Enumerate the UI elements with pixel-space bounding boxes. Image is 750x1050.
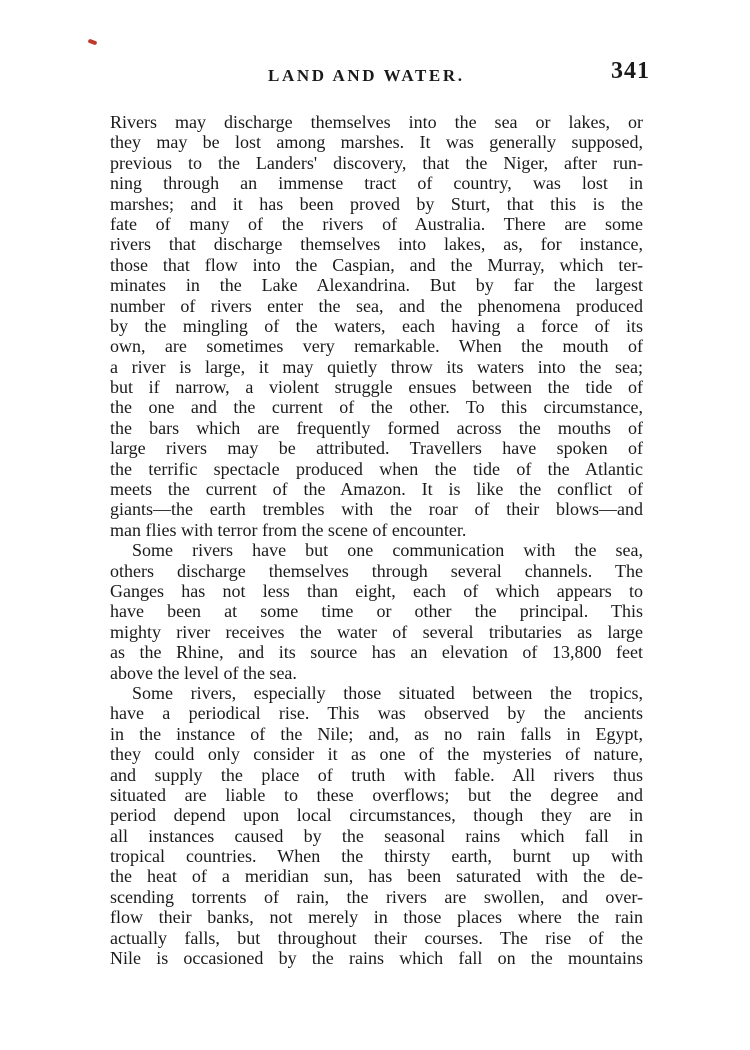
text-line: previous to the Landers' discovery, that the Niger, after run- <box>110 152 643 173</box>
text-line: meets the current of the Amazon. It is like the conflict of <box>110 479 643 500</box>
text-line: have been at some time or other the principal. This <box>110 601 643 622</box>
page-number: 341 <box>611 58 650 84</box>
page-header <box>110 58 650 92</box>
text-line: minates in the Lake Alexandrina. But by far the largest <box>110 275 643 296</box>
text-line: and supply the place of truth with fable. All rivers thus <box>110 764 643 785</box>
text-line: number of rivers enter the sea, and the phenomena produced <box>110 295 643 316</box>
text-line: rivers that discharge themselves into lakes, as, for instance, <box>110 234 643 255</box>
text-line: own, are sometimes very remarkable. When the mouth of <box>110 336 643 357</box>
text-line: they could only consider it as one of the mysteries of nature, <box>110 744 643 765</box>
text-line: ning through an immense tract of country, was lost in <box>110 173 643 194</box>
running-title: LAND AND WATER. <box>268 66 465 85</box>
text-line: mighty river receives the water of several tributaries as large <box>110 621 643 642</box>
text-line: Rivers may discharge themselves into the sea or lakes, or <box>110 112 643 132</box>
text-line: situated are liable to these overflows; but the degree and <box>110 784 643 805</box>
text-line: the one and the current of the other. To this circumstance, <box>110 397 643 418</box>
text-line: Some rivers have but one communication with the sea, <box>132 540 643 561</box>
text-line: large rivers may be attributed. Travellers have spoken of <box>110 438 643 459</box>
text-line: Nile is occasioned by the rains which fall on the mountains <box>110 948 643 969</box>
text-line: flow their banks, not merely in those places where the rain <box>110 907 643 928</box>
text-line: fate of many of the rivers of Australia. There are some <box>110 213 643 234</box>
text-line: the terrific spectacle produced when the tide of the Atlantic <box>110 458 643 479</box>
text-line: above the level of the sea. <box>110 662 297 683</box>
text-line: all instances caused by the seasonal rains which fall in <box>110 825 643 846</box>
text-line: the bars which are frequently formed across the mouths of <box>110 417 643 438</box>
text-line: man flies with terror from the scene of encounter. <box>110 519 467 540</box>
text-line: tropical countries. When the thirsty earth, burnt up with <box>110 846 643 867</box>
text-line: period depend upon local circumstances, though they are in <box>110 805 643 826</box>
text-line: a river is large, it may quietly throw its waters into the sea; <box>110 356 643 377</box>
text-line: others discharge themselves through several channels. The <box>110 560 643 581</box>
text-line: scending torrents of rain, the rivers are swollen, and over- <box>110 886 643 907</box>
text-line: but if narrow, a violent struggle ensues between the tide of <box>110 377 643 398</box>
text-line: Some rivers, especially those situated between the tropics, <box>132 682 643 703</box>
text-line: marshes; and it has been proved by Sturt, that this is the <box>110 193 643 214</box>
text-line: by the mingling of the waters, each having a force of its <box>110 315 643 336</box>
text-line: have a periodical rise. This was observed by the ancients <box>110 703 643 724</box>
text-line: those that flow into the Caspian, and the Murray, which ter- <box>110 254 643 275</box>
text-line: in the instance of the Nile; and, as no rain falls in Egypt, <box>110 723 643 744</box>
text-line: giants—the earth trembles with the roar of their blows—and <box>110 499 643 520</box>
text-line: the heat of a meridian sun, has been saturated with the de- <box>110 866 643 887</box>
text-line: as the Rhine, and its source has an elevation of 13,800 feet <box>110 642 643 663</box>
text-line: actually falls, but throughout their courses. The rise of the <box>110 927 643 948</box>
text-line: Ganges has not less than eight, each of which appears to <box>110 580 643 601</box>
ink-mark <box>88 39 98 46</box>
body-text <box>110 112 643 968</box>
text-line: they may be lost among marshes. It was generally supposed, <box>110 132 643 153</box>
